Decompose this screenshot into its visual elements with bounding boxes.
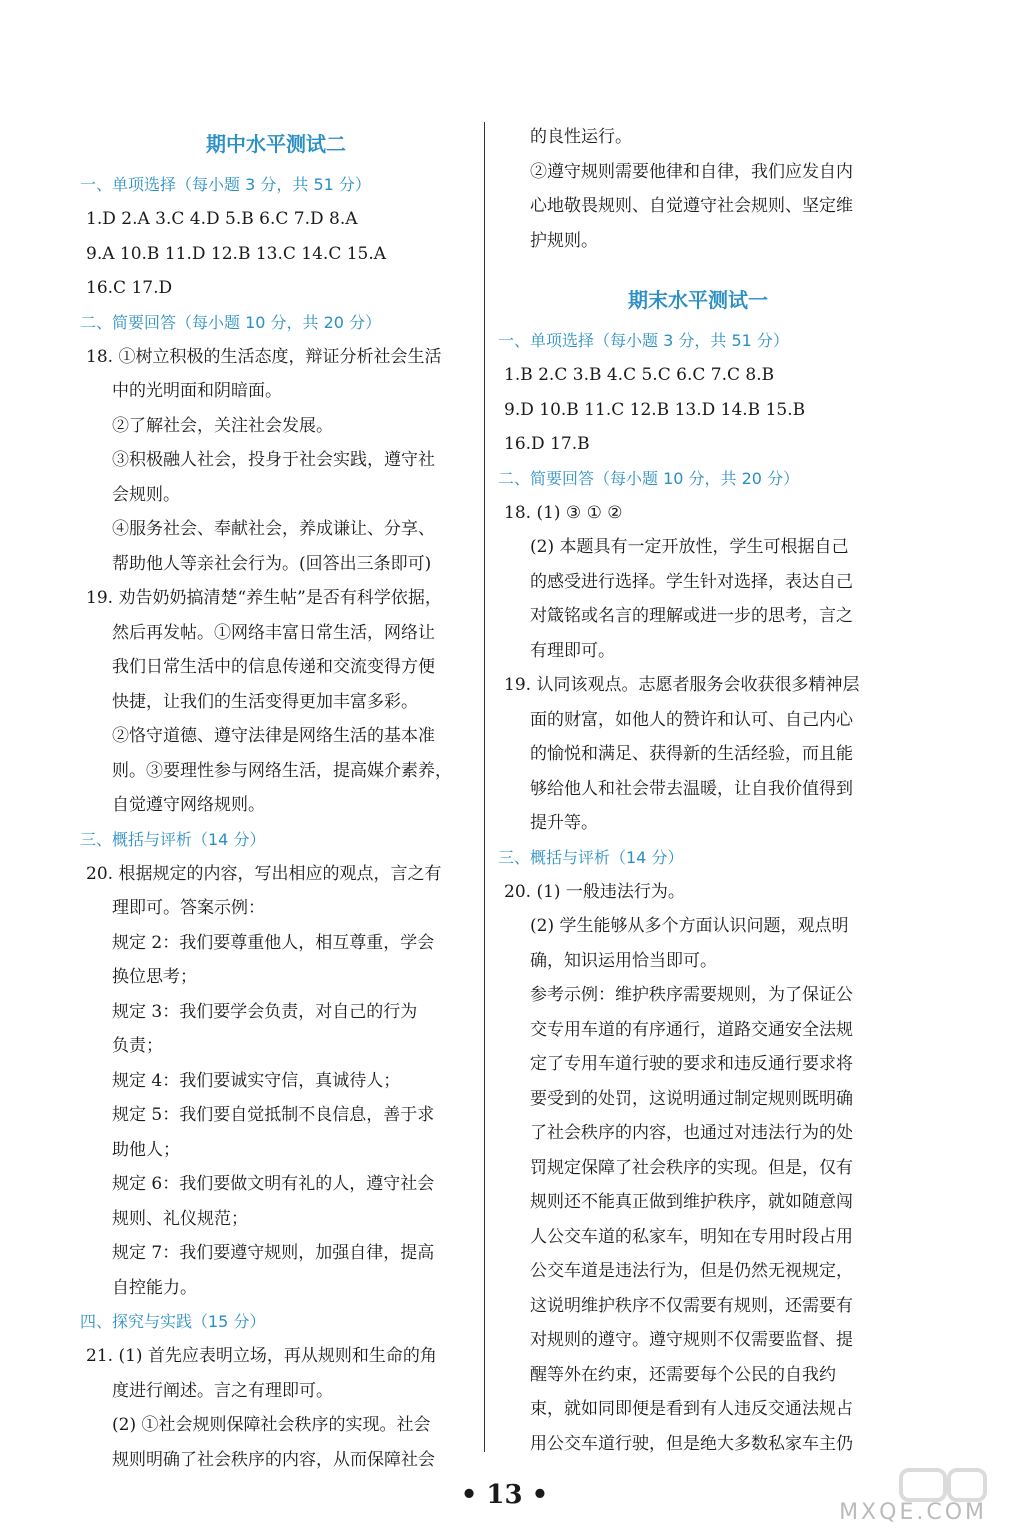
answer-line: 罚规定保障了社会秩序的实现。但是，仅有	[530, 1157, 853, 1178]
answer-line: 中的光明面和阴暗面。	[112, 381, 282, 401]
answer-line: 参考示例：维护秩序需要规则，为了保证公	[530, 985, 853, 1005]
answer-line: 束，就如同即便是看到有人违反交通法规占	[530, 1399, 853, 1419]
answer-line: 用公交车道行驶，但是绝大多数私家车主仍	[530, 1433, 853, 1454]
answer-line: (2) ①社会规则保障社会秩序的实现。社会	[112, 1415, 431, 1435]
answer-line: 16.D 17.B	[504, 434, 590, 454]
answer-line: 18. (1) ③ ① ②	[504, 502, 623, 523]
answer-line: ②遵守规则需要他律和自律，我们应发自内	[530, 161, 853, 182]
answer-line: 心地敬畏规则、自觉遵守社会规则、坚定维	[530, 196, 853, 216]
answer-line: (2) 学生能够从多个方面认识问题，观点明	[530, 916, 849, 936]
answer-line: 对规则的遵守。遵守规则不仅需要监督、提	[530, 1330, 853, 1350]
answer-line: 21. (1) 首先应表明立场，再从规则和生命的角	[86, 1346, 437, 1366]
answer-line: 19. 认同该观点。志愿者服务会收获很多精神层	[504, 675, 860, 695]
answer-line: 自控能力。	[112, 1277, 197, 1298]
answer-line: 定了专用车道行驶的要求和违反通行要求将	[530, 1054, 853, 1074]
answer-line: 19. 劝告奶奶搞清楚“养生帖”是否有科学依据，	[86, 588, 442, 608]
answer-line: 规定 2：我们要尊重他人，相互尊重，学会	[112, 932, 435, 953]
answer-line: 的良性运行。	[530, 127, 632, 147]
answer-line: 规定 4：我们要诚实守信，真诚待人；	[112, 1070, 401, 1091]
answer-line: 9.D 10.B 11.C 12.B 13.D 14.B 15.B	[504, 399, 806, 420]
answer-line	[80, 581, 472, 823]
answer-line: 自觉遵守网络规则。	[112, 795, 265, 815]
section-heading: 二、简要回答（每小题 10 分，共 20 分）	[80, 312, 382, 332]
answer-line: 交专用车道的有序通行，道路交通安全法规	[530, 1019, 853, 1040]
column-divider	[484, 122, 485, 1452]
answer-line	[80, 202, 472, 306]
section-heading: 一、单项选择（每小题 3 分，共 51 分）	[498, 331, 789, 350]
answer-line: 20. (1) 一般违法行为。	[504, 881, 685, 902]
answer-line: 20. 根据规定的内容，写出相应的观点，言之有	[86, 863, 442, 884]
answer-line: 1.D 2.A 3.C 4.D 5.B 6.C 7.D 8.A	[86, 209, 358, 229]
answer-line: 18. ①树立积极的生活态度，辩证分析社会生活	[86, 346, 442, 367]
answer-line: 护规则。	[530, 230, 598, 251]
answer-line: 负责；	[112, 1036, 163, 1056]
answer-line: 规定 6：我们要做文明有礼的人，遵守社会	[112, 1174, 435, 1194]
answer-line: 会规则。	[112, 484, 180, 505]
answer-line: 规定 7：我们要遵守规则，加强自律，提高	[112, 1243, 435, 1263]
answer-line: 对箴铭或名言的理解或进一步的思考，言之	[530, 606, 853, 626]
answer-line	[80, 340, 472, 582]
answer-line: 有理即可。	[530, 640, 615, 661]
answer-line: 规则、礼仪规范；	[112, 1208, 248, 1229]
answer-line: 面的财富，如他人的赞许和认可、自己内心	[530, 709, 853, 730]
answer-line: ②恪守道德、遵守法律是网络生活的基本准	[112, 726, 435, 746]
answer-line: 这说明维护秩序不仅需要有规则，还需要有	[530, 1295, 853, 1316]
answer-line: 规则还不能真正做到维护秩序，就如随意闯	[530, 1192, 853, 1212]
answer-line: 16.C 17.D	[86, 278, 173, 298]
watermark-text: MXQE.COM	[839, 1500, 987, 1525]
section-title: 期中水平测试二	[206, 132, 346, 156]
answer-line: 够给他人和社会带去温暖，让自我价值得到	[530, 778, 853, 799]
answer-line: 的愉悦和满足、获得新的生活经验，而且能	[530, 744, 853, 764]
answer-line: 快捷，让我们的生活变得更加丰富多彩。	[112, 691, 418, 712]
section-heading: 一、单项选择（每小题 3 分，共 51 分）	[80, 175, 371, 194]
answer-line: 提升等。	[530, 813, 598, 833]
answer-line: 助他人；	[112, 1139, 180, 1160]
answer-line	[498, 358, 898, 462]
answer-line: ③积极融人社会，投身于社会实践，遵守社	[112, 450, 435, 470]
answer-line: 度进行阐述。言之有理即可。	[112, 1380, 333, 1401]
right-column	[498, 120, 898, 1461]
answer-line: 规定 3：我们要学会负责，对自己的行为	[112, 1001, 418, 1022]
answer-line	[80, 1339, 472, 1477]
answer-line	[80, 857, 472, 1306]
answer-line: 规定 5：我们要自觉抵制不良信息，善于求	[112, 1105, 435, 1125]
section-heading: 三、概括与评析（14 分）	[80, 829, 266, 849]
answer-line: 我们日常生活中的信息传递和交流变得方便	[112, 657, 435, 677]
answer-line: 人公交车道的私家车，明知在专用时段占用	[530, 1226, 853, 1247]
answer-line: 理即可。答案示例：	[112, 898, 265, 918]
answer-line: 公交车道是违法行为，但是仍然无视规定，	[530, 1261, 853, 1281]
answer-line: 换位思考；	[112, 967, 197, 987]
answer-line: 醒等外在约束，还需要每个公民的自我约	[530, 1364, 836, 1385]
answer-line: 要受到的处罚，这说明通过制定规则既明确	[530, 1088, 853, 1109]
section-title: 期末水平测试一	[628, 288, 768, 312]
answer-line: 规则明确了社会秩序的内容，从而保障社会	[112, 1449, 435, 1470]
answer-line: (2) 本题具有一定开放性，学生可根据自己	[530, 537, 849, 557]
answer-line	[498, 668, 898, 841]
answer-line: 了社会秩序的内容，也通过对违法行为的处	[530, 1123, 853, 1143]
section-heading: 二、简要回答（每小题 10 分，共 20 分）	[498, 468, 800, 488]
answer-line: 然后再发帖。①网络丰富日常生活，网络让	[112, 622, 435, 643]
answer-line	[498, 496, 898, 669]
answer-line: 确，知识运用恰当即可。	[530, 950, 717, 971]
page-number: • 13 •	[460, 1480, 549, 1510]
answer-line: ②了解社会，关注社会发展。	[112, 415, 333, 436]
answer-line	[498, 875, 898, 1462]
answer-line: 的感受进行选择。学生针对选择，表达自己	[530, 571, 853, 592]
answer-line: ④服务社会、奉献社会，养成谦让、分享、	[112, 519, 435, 539]
answer-line	[498, 120, 898, 258]
section-heading: 三、概括与评析（14 分）	[498, 847, 684, 867]
section-heading: 四、探究与实践（15 分）	[80, 1312, 266, 1331]
answer-line: 9.A 10.B 11.D 12.B 13.C 14.C 15.A	[86, 243, 387, 264]
answer-line: 则。③要理性参与网络生活，提高媒介素养，	[112, 760, 452, 781]
left-column	[80, 120, 472, 1477]
answer-line: 帮助他人等亲社会行为。(回答出三条即可)	[112, 553, 432, 574]
answer-line: 1.B 2.C 3.B 4.C 5.C 6.C 7.C 8.B	[504, 365, 775, 385]
